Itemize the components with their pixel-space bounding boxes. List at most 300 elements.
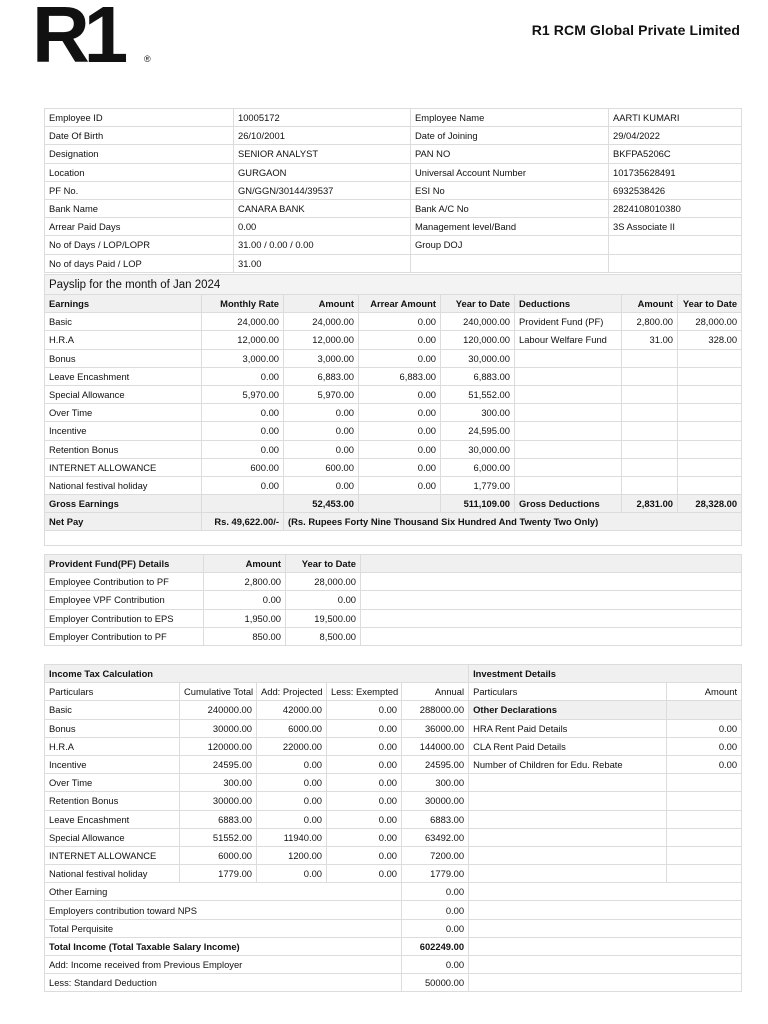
tax-row (45, 774, 742, 792)
table-cell: Other Declarations (469, 701, 667, 719)
table-cell (622, 349, 678, 367)
column-header: Particulars (469, 683, 667, 701)
column-header: Add: Projected (257, 683, 327, 701)
empty-cell (361, 627, 742, 645)
table-cell: 0.00 (202, 440, 284, 458)
field-value (609, 254, 742, 272)
table-cell: 0.00 (327, 719, 402, 737)
tax-row (45, 846, 742, 864)
table-cell: 0.00 (327, 737, 402, 755)
table-cell (678, 367, 742, 385)
logo-registered-mark: ® (144, 54, 151, 64)
table-cell: Leave Encashment (45, 367, 202, 385)
table-cell: National festival holiday (45, 476, 202, 494)
table-cell: Incentive (45, 755, 180, 773)
field-label: Designation (45, 145, 234, 163)
table-cell: 24595.00 (180, 755, 257, 773)
table-cell: HRA Rent Paid Details (469, 719, 667, 737)
payslip-title: Payslip for the month of Jan 2024 (45, 275, 742, 295)
table-cell (678, 349, 742, 367)
summary-value: 602249.00 (402, 937, 469, 955)
table-cell: 28,000.00 (286, 573, 361, 591)
empty-cell (361, 591, 742, 609)
table-cell: 0.00 (204, 591, 286, 609)
table-cell: 0.00 (327, 792, 402, 810)
table-cell: 5,970.00 (284, 385, 359, 403)
table-cell: 36000.00 (402, 719, 469, 737)
table-cell: 30000.00 (180, 719, 257, 737)
table-cell: 0.00 (284, 404, 359, 422)
tax-summary-row (45, 883, 742, 901)
tax-row (45, 865, 742, 883)
earnings-row (45, 476, 742, 494)
tax-row (45, 719, 742, 737)
field-label: PF No. (45, 181, 234, 199)
employee-row (45, 127, 742, 145)
pf-header-row (45, 555, 742, 573)
field-label: Arrear Paid Days (45, 218, 234, 236)
field-value (609, 236, 742, 254)
table-cell (678, 476, 742, 494)
earnings-row (45, 367, 742, 385)
gross-cell (202, 495, 284, 513)
table-cell (515, 385, 622, 403)
field-value: AARTI KUMARI (609, 109, 742, 127)
tax-row (45, 755, 742, 773)
table-cell: 6,883.00 (359, 367, 441, 385)
table-cell: 0.00 (667, 755, 742, 773)
table-cell: 51,552.00 (441, 385, 515, 403)
table-cell: 0.00 (667, 737, 742, 755)
table-cell: 850.00 (204, 627, 286, 645)
logo-text: R1 (32, 2, 123, 64)
table-cell (469, 810, 667, 828)
field-label: PAN NO (411, 145, 609, 163)
table-cell: 1200.00 (257, 846, 327, 864)
table-cell: 6000.00 (180, 846, 257, 864)
table-cell (667, 701, 742, 719)
income-tax-table (44, 664, 742, 992)
r1-logo (32, 2, 157, 64)
column-header: Year to Date (441, 295, 515, 313)
earnings-row (45, 331, 742, 349)
field-value: SENIOR ANALYST (234, 145, 411, 163)
table-cell: 0.00 (257, 774, 327, 792)
table-cell: 0.00 (359, 349, 441, 367)
field-label: No of Days / LOP/LOPR (45, 236, 234, 254)
table-cell: 120000.00 (180, 737, 257, 755)
table-cell: 240000.00 (180, 701, 257, 719)
table-cell: 3,000.00 (284, 349, 359, 367)
field-label: ESI No (411, 181, 609, 199)
table-cell: 24,595.00 (441, 422, 515, 440)
table-cell: Labour Welfare Fund (515, 331, 622, 349)
table-cell: 22000.00 (257, 737, 327, 755)
table-cell: 6000.00 (257, 719, 327, 737)
earnings-row (45, 458, 742, 476)
field-label: Bank A/C No (411, 199, 609, 217)
table-cell: 12,000.00 (202, 331, 284, 349)
tax-header-row (45, 683, 742, 701)
table-cell: Employee VPF Contribution (45, 591, 204, 609)
field-value: 10005172 (234, 109, 411, 127)
summary-value: 0.00 (402, 956, 469, 974)
earnings-deductions-table (44, 274, 742, 546)
table-cell: Bonus (45, 349, 202, 367)
table-cell (678, 422, 742, 440)
gross-cell: 511,109.00 (441, 495, 515, 513)
field-value: 29/04/2022 (609, 127, 742, 145)
earnings-row (45, 313, 742, 331)
summary-label: Total Income (Total Taxable Salary Income) (45, 937, 402, 955)
empty-cell (469, 901, 742, 919)
field-label: No of days Paid / LOP (45, 254, 234, 272)
table-cell (469, 792, 667, 810)
field-value: 101735628491 (609, 163, 742, 181)
field-label: Employee ID (45, 109, 234, 127)
table-cell (515, 367, 622, 385)
tax-title-row (45, 665, 742, 683)
empty-cell (469, 974, 742, 992)
earnings-row (45, 422, 742, 440)
table-cell: H.R.A (45, 737, 180, 755)
earnings-row (45, 349, 742, 367)
field-value: 0.00 (234, 218, 411, 236)
table-cell (667, 865, 742, 883)
empty-cell (469, 956, 742, 974)
summary-label: Add: Income received from Previous Employer (45, 956, 402, 974)
table-cell: INTERNET ALLOWANCE (45, 458, 202, 476)
table-cell: 0.00 (327, 774, 402, 792)
table-cell: 24,000.00 (284, 313, 359, 331)
table-cell: CLA Rent Paid Details (469, 737, 667, 755)
column-header: Provident Fund(PF) Details (45, 555, 204, 573)
field-value: 2824108010380 (609, 199, 742, 217)
table-cell: 0.00 (359, 331, 441, 349)
field-value: BKFPA5206C (609, 145, 742, 163)
employee-row (45, 181, 742, 199)
table-cell: Employer Contribution to PF (45, 627, 204, 645)
table-cell: 11940.00 (257, 828, 327, 846)
field-label: Group DOJ (411, 236, 609, 254)
table-cell (515, 404, 622, 422)
net-pay-value: Rs. 49,622.00/- (202, 513, 284, 531)
table-cell: 0.00 (284, 440, 359, 458)
table-cell (515, 349, 622, 367)
table-cell: 24595.00 (402, 755, 469, 773)
table-cell: Provident Fund (PF) (515, 313, 622, 331)
net-pay-words: (Rs. Rupees Forty Nine Thousand Six Hundred And Twenty Two Only) (284, 513, 742, 531)
employee-row (45, 236, 742, 254)
table-cell: 0.00 (202, 367, 284, 385)
table-cell: 8,500.00 (286, 627, 361, 645)
spacer-row (45, 531, 742, 546)
investment-title: Investment Details (469, 665, 742, 683)
table-cell: 3,000.00 (202, 349, 284, 367)
column-header: Amount (667, 683, 742, 701)
earnings-header-row (45, 295, 742, 313)
field-value: CANARA BANK (234, 199, 411, 217)
table-cell: 51552.00 (180, 828, 257, 846)
table-cell: 30,000.00 (441, 349, 515, 367)
table-cell (678, 458, 742, 476)
gross-cell: Gross Earnings (45, 495, 202, 513)
table-cell: 0.00 (257, 792, 327, 810)
table-cell (667, 846, 742, 864)
summary-label: Total Perquisite (45, 919, 402, 937)
table-cell: 0.00 (257, 755, 327, 773)
table-cell (667, 810, 742, 828)
table-cell (667, 828, 742, 846)
table-cell (515, 422, 622, 440)
gross-row (45, 495, 742, 513)
empty-cell (361, 573, 742, 591)
tax-row (45, 792, 742, 810)
table-cell: 0.00 (202, 422, 284, 440)
tax-summary-row (45, 901, 742, 919)
summary-value: 50000.00 (402, 974, 469, 992)
empty-cell (45, 531, 742, 546)
table-cell (469, 828, 667, 846)
pf-row (45, 609, 742, 627)
table-cell (678, 440, 742, 458)
table-cell: 0.00 (327, 810, 402, 828)
field-value: 26/10/2001 (234, 127, 411, 145)
table-cell: 7200.00 (402, 846, 469, 864)
employee-row (45, 145, 742, 163)
gross-cell: 28,328.00 (678, 495, 742, 513)
gross-cell: 2,831.00 (622, 495, 678, 513)
table-cell: 6,883.00 (284, 367, 359, 385)
table-cell: 300.00 (180, 774, 257, 792)
table-cell (515, 440, 622, 458)
table-cell: 1779.00 (402, 865, 469, 883)
employee-row (45, 109, 742, 127)
tax-summary-row (45, 974, 742, 992)
table-cell: 30000.00 (180, 792, 257, 810)
table-cell: 28,000.00 (678, 313, 742, 331)
table-cell: 328.00 (678, 331, 742, 349)
table-cell: Over Time (45, 404, 202, 422)
table-cell: 5,970.00 (202, 385, 284, 403)
column-header: Year to Date (678, 295, 742, 313)
tax-summary-row (45, 919, 742, 937)
field-label: Bank Name (45, 199, 234, 217)
column-header: Monthly Rate (202, 295, 284, 313)
table-cell: 1,950.00 (204, 609, 286, 627)
table-cell: Bonus (45, 719, 180, 737)
field-value: 31.00 (234, 254, 411, 272)
tax-row (45, 828, 742, 846)
table-cell (622, 385, 678, 403)
table-cell: 120,000.00 (441, 331, 515, 349)
tax-summary-row (45, 956, 742, 974)
tax-title: Income Tax Calculation (45, 665, 469, 683)
employee-row (45, 254, 742, 272)
table-cell: 300.00 (441, 404, 515, 422)
pf-row (45, 591, 742, 609)
table-cell: 600.00 (284, 458, 359, 476)
table-cell: Basic (45, 313, 202, 331)
empty-cell (469, 883, 742, 901)
table-cell: 0.00 (667, 719, 742, 737)
table-cell: 42000.00 (257, 701, 327, 719)
table-cell (678, 404, 742, 422)
field-label: Date of Joining (411, 127, 609, 145)
net-pay-label: Net Pay (45, 513, 202, 531)
employee-details-table (44, 108, 742, 273)
tax-row (45, 701, 742, 719)
table-cell: 0.00 (327, 846, 402, 864)
table-cell: INTERNET ALLOWANCE (45, 846, 180, 864)
table-cell: Basic (45, 701, 180, 719)
table-cell (622, 476, 678, 494)
table-cell: Special Allowance (45, 385, 202, 403)
table-cell: 0.00 (359, 313, 441, 331)
table-cell: Retention Bonus (45, 440, 202, 458)
column-header: Amount (622, 295, 678, 313)
gross-cell: 52,453.00 (284, 495, 359, 513)
table-cell: 300.00 (402, 774, 469, 792)
column-header: Earnings (45, 295, 202, 313)
earnings-row (45, 440, 742, 458)
gross-cell (359, 495, 441, 513)
field-value: GURGAON (234, 163, 411, 181)
table-cell (667, 774, 742, 792)
pf-row (45, 627, 742, 645)
field-label: Management level/Band (411, 218, 609, 236)
tax-row (45, 810, 742, 828)
table-cell: 600.00 (202, 458, 284, 476)
table-cell: 0.00 (359, 476, 441, 494)
pf-details-table (44, 554, 742, 646)
table-cell (622, 440, 678, 458)
column-header: Year to Date (286, 555, 361, 573)
column-header: Less: Exempted (327, 683, 402, 701)
table-cell (469, 774, 667, 792)
column-header: Amount (284, 295, 359, 313)
table-cell: 0.00 (327, 755, 402, 773)
gross-cell: Gross Deductions (515, 495, 622, 513)
empty-cell (361, 609, 742, 627)
table-cell: 30,000.00 (441, 440, 515, 458)
field-value: 6932538426 (609, 181, 742, 199)
net-pay-row (45, 513, 742, 531)
table-cell: Employee Contribution to PF (45, 573, 204, 591)
table-cell (469, 846, 667, 864)
field-label: Date Of Birth (45, 127, 234, 145)
table-cell: 12,000.00 (284, 331, 359, 349)
table-cell: 19,500.00 (286, 609, 361, 627)
table-cell: 63492.00 (402, 828, 469, 846)
field-label: Employee Name (411, 109, 609, 127)
field-label: Location (45, 163, 234, 181)
field-label (411, 254, 609, 272)
table-cell: 0.00 (359, 422, 441, 440)
table-cell: 240,000.00 (441, 313, 515, 331)
table-cell (515, 476, 622, 494)
table-cell: 0.00 (327, 701, 402, 719)
earnings-row (45, 385, 742, 403)
field-label: Universal Account Number (411, 163, 609, 181)
summary-label: Employers contribution toward NPS (45, 901, 402, 919)
column-header: Amount (204, 555, 286, 573)
table-cell: 0.00 (327, 828, 402, 846)
table-cell: 0.00 (359, 385, 441, 403)
table-cell: 30000.00 (402, 792, 469, 810)
tax-row (45, 737, 742, 755)
table-cell: 0.00 (284, 422, 359, 440)
table-cell: 2,800.00 (622, 313, 678, 331)
table-cell: 1779.00 (180, 865, 257, 883)
table-cell (515, 458, 622, 476)
table-cell: 0.00 (286, 591, 361, 609)
table-cell: 0.00 (327, 865, 402, 883)
table-cell: 24,000.00 (202, 313, 284, 331)
table-cell: 6883.00 (180, 810, 257, 828)
table-cell: 6,883.00 (441, 367, 515, 385)
table-cell: Over Time (45, 774, 180, 792)
table-cell: Retention Bonus (45, 792, 180, 810)
table-cell (622, 367, 678, 385)
column-header: Deductions (515, 295, 622, 313)
column-header: Cumulative Total (180, 683, 257, 701)
table-cell (622, 422, 678, 440)
table-cell: Employer Contribution to EPS (45, 609, 204, 627)
table-cell: 0.00 (359, 458, 441, 476)
table-cell: Leave Encashment (45, 810, 180, 828)
company-name: R1 RCM Global Private Limited (531, 22, 740, 38)
table-cell: National festival holiday (45, 865, 180, 883)
table-cell: 0.00 (257, 865, 327, 883)
table-cell: 6,000.00 (441, 458, 515, 476)
table-cell: 0.00 (202, 404, 284, 422)
empty-cell (469, 919, 742, 937)
table-cell: 0.00 (202, 476, 284, 494)
employee-row (45, 199, 742, 217)
table-cell (667, 792, 742, 810)
table-cell: 1,779.00 (441, 476, 515, 494)
summary-label: Less: Standard Deduction (45, 974, 402, 992)
column-header: Annual (402, 683, 469, 701)
summary-value: 0.00 (402, 919, 469, 937)
table-cell: Special Allowance (45, 828, 180, 846)
table-cell (622, 404, 678, 422)
table-cell: 0.00 (359, 404, 441, 422)
table-cell (678, 385, 742, 403)
table-cell: 144000.00 (402, 737, 469, 755)
earnings-row (45, 404, 742, 422)
column-header: Arrear Amount (359, 295, 441, 313)
pf-row (45, 573, 742, 591)
table-cell: 6883.00 (402, 810, 469, 828)
table-cell: Incentive (45, 422, 202, 440)
summary-value: 0.00 (402, 901, 469, 919)
table-cell (622, 458, 678, 476)
table-cell: Number of Children for Edu. Rebate (469, 755, 667, 773)
table-cell: H.R.A (45, 331, 202, 349)
table-cell: 31.00 (622, 331, 678, 349)
empty-cell (361, 555, 742, 573)
table-cell: 288000.00 (402, 701, 469, 719)
table-cell (469, 865, 667, 883)
field-value: 31.00 / 0.00 / 0.00 (234, 236, 411, 254)
table-cell: 2,800.00 (204, 573, 286, 591)
summary-value: 0.00 (402, 883, 469, 901)
summary-label: Other Earning (45, 883, 402, 901)
employee-row (45, 163, 742, 181)
employee-row (45, 218, 742, 236)
